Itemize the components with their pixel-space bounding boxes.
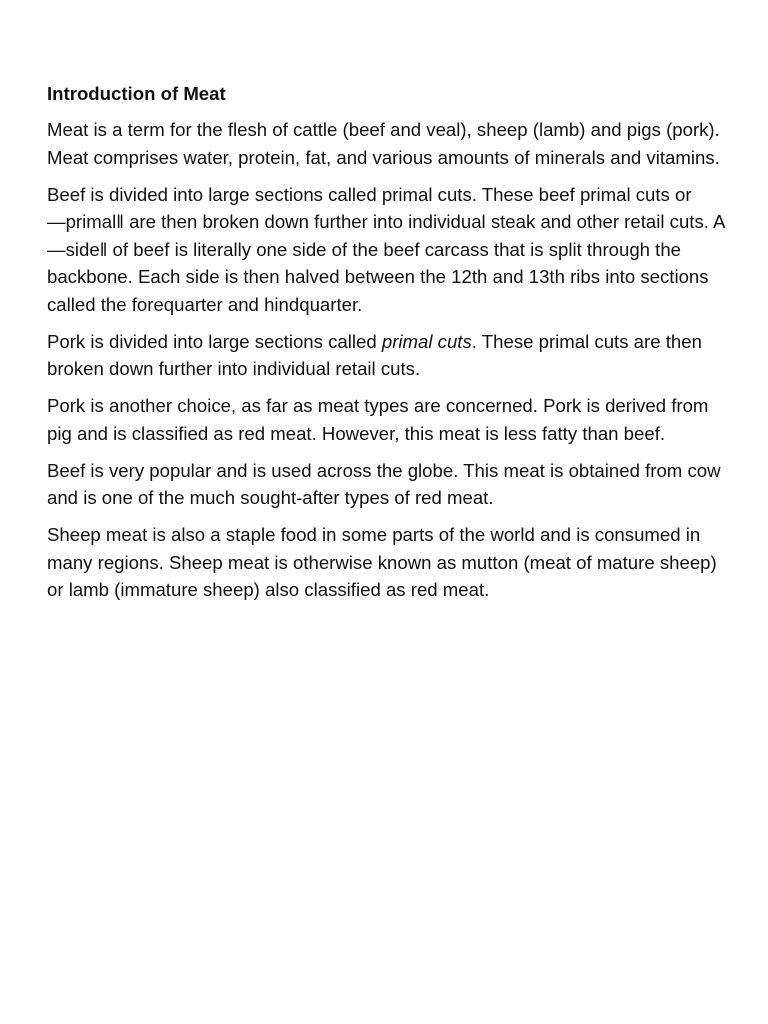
paragraph-beef-popular: Beef is very popular and is used across the globe. This meat is obtained from cow and is one of the much sought-after types of red meat. — [47, 459, 721, 508]
paragraph-pork-choice: Pork is another choice, as far as meat types are concerned. Pork is derived from pig and is classified as red meat. However, this meat is less fatty than beef. — [47, 395, 709, 444]
paragraph-pork-primal-cuts-text-end: . These primal cuts are then broken down further into individual retail cuts. — [47, 330, 702, 379]
paragraph-beef-primal-cuts: Beef is divided into large sections called primal cuts. These beef primal cuts or ―primal‖ are then broken down further into individual steak and other retail cuts. A ―side‖ of beef is literally one side of the beef carcass that is split through the backbone. Each side is then halved between the 12th and 13th ribs into sections called the forequarter and hindquarter. — [47, 183, 725, 315]
document-heading: Introduction of Meat — [47, 83, 226, 104]
document-page — [47, 80, 727, 613]
paragraph-pork-primal-cuts — [47, 328, 727, 383]
paragraph-sheep-meat: Sheep meat is also a staple food in some parts of the world and is consumed in many regions. Sheep meat is otherwise known as mutton (meat of mature sheep) or lamb (immature sheep) also classified as red meat. — [47, 524, 717, 600]
paragraph-pork-primal-cuts-text-start: Pork is divided into large sections called — [47, 330, 382, 352]
primal-cuts-emphasis: primal cuts — [381, 330, 472, 352]
paragraph-meat-definition: Meat is a term for the flesh of cattle (beef and veal), sheep (lamb) and pigs (pork). Meat comprises water, protein, fat, and various amounts of minerals and vitamins. — [47, 119, 720, 168]
